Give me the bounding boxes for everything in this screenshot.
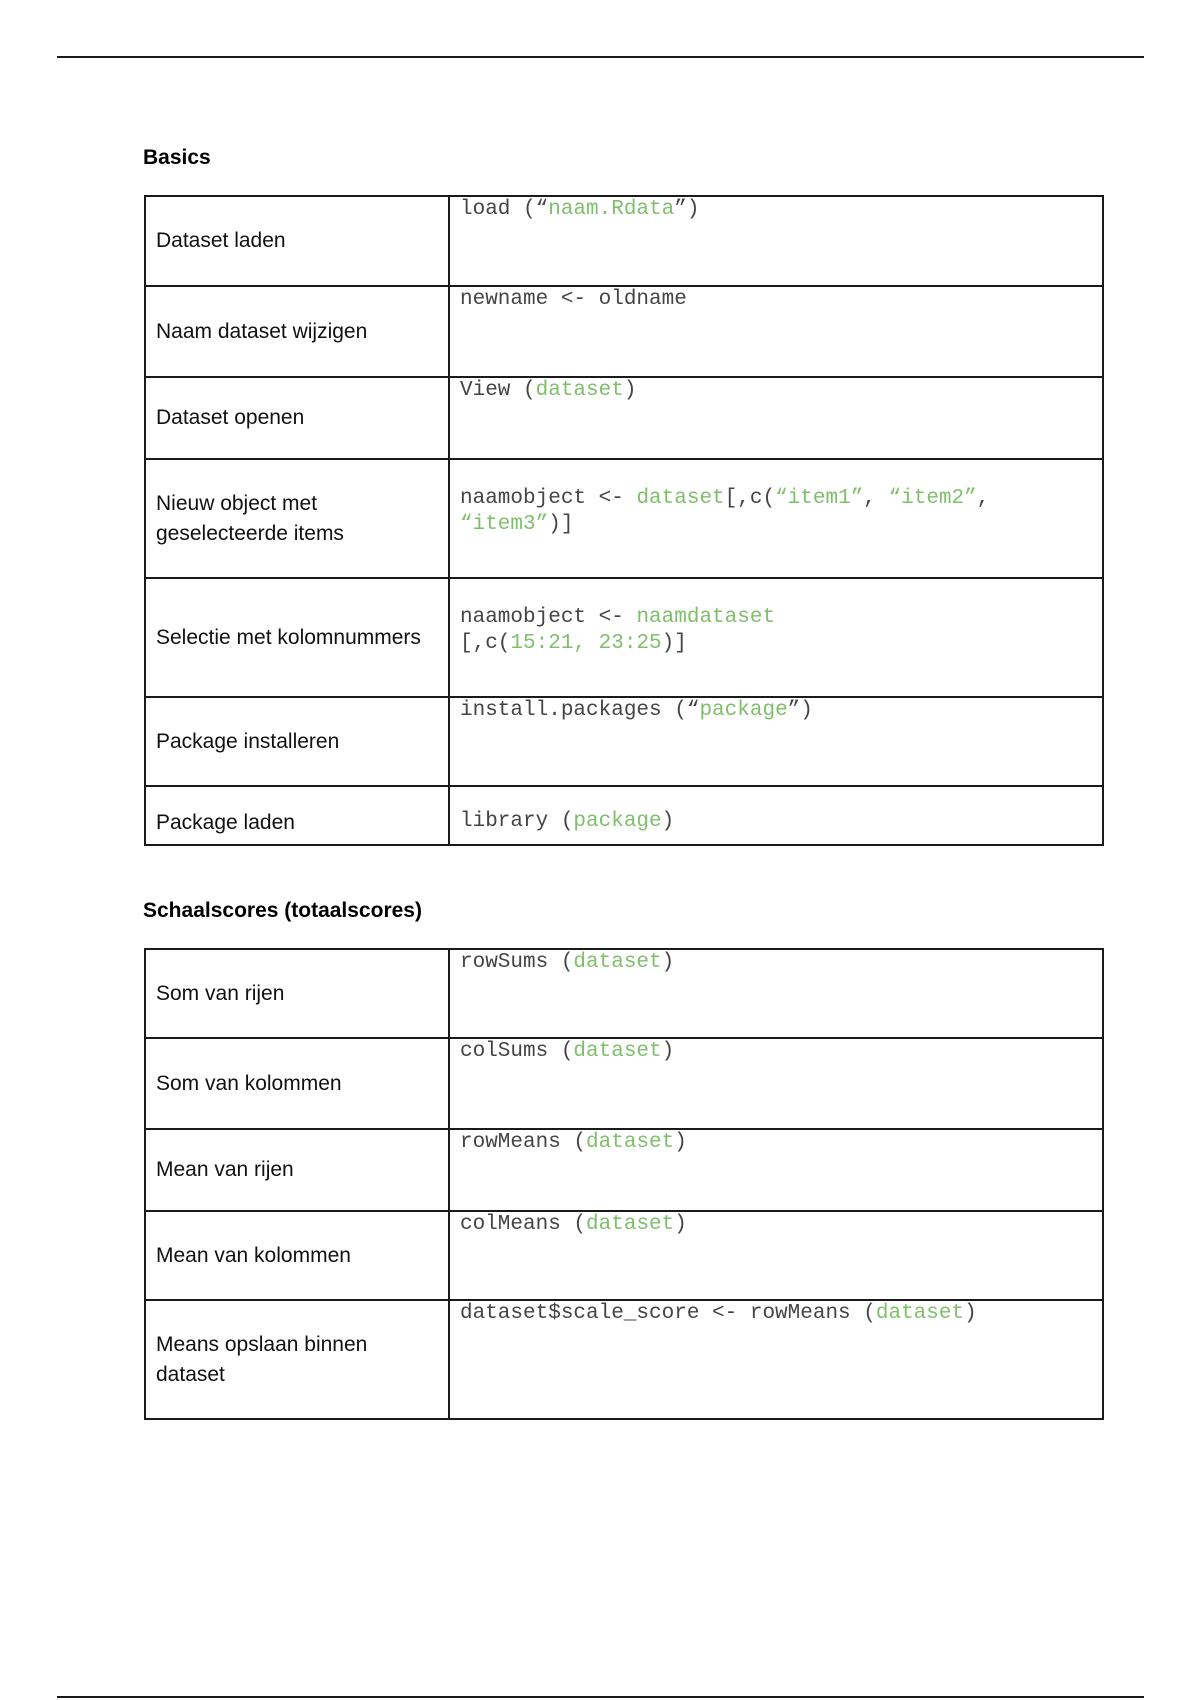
code-text: ) [661,951,675,974]
table-row [145,1300,1103,1419]
table-row [145,949,1103,1038]
code-argument: naamdataset [636,606,776,629]
row-label-text: Mean van kolommen [156,1243,351,1267]
table-row [145,1038,1103,1129]
code-text: ”) [787,699,813,722]
row-code [449,949,1103,1038]
code-text: ”) [674,198,700,221]
footer-rule [57,1696,1144,1698]
row-label-text: Som van kolommen [156,1071,342,1095]
code-argument: dataset [875,1302,965,1325]
code-text: , [863,487,889,510]
header-rule [57,56,1144,58]
row-label [145,1129,449,1211]
row-label-text: Dataset laden [156,229,286,252]
code-argument: package [573,810,662,833]
code-argument: package [699,699,788,722]
code-text: , [976,487,1002,510]
code-text: ) [661,810,675,833]
code-text: ) [623,379,637,402]
code-text: ) [674,1131,687,1154]
code-text: [,c( [724,487,776,510]
row-label-text: Package installeren [156,729,340,753]
row-label-text: Mean van rijen [156,1158,294,1181]
row-label-text: Som van rijen [156,981,285,1005]
table-row [145,1129,1103,1211]
row-label-text: Dataset openen [156,406,305,429]
table-row [145,1211,1103,1300]
code-text: [,c( [460,632,511,655]
code-text: ) [964,1302,977,1325]
code-argument: “item2” [888,487,977,510]
row-code [449,1211,1103,1300]
code-text: naamobject <- [460,606,637,629]
row-code [449,196,1103,286]
table-row [145,196,1103,286]
code-argument: “item1” [775,487,864,510]
row-code [449,786,1103,845]
code-text: colSums ( [460,1040,574,1063]
code-argument: “item3” [460,513,549,536]
table-row [145,377,1103,459]
code-argument: dataset [586,1131,675,1154]
row-label-text: Means opslaan binnen dataset [156,1332,368,1386]
code-text: colMeans ( [460,1213,587,1236]
table-row [145,786,1103,845]
row-label [145,578,449,697]
code-text: naamobject <- [460,487,637,510]
code-text: )] [661,632,687,655]
row-code [449,697,1103,786]
code-argument: dataset [636,487,725,510]
row-label-text: Naam dataset wijzigen [156,319,368,343]
table-row [145,286,1103,377]
row-label [145,786,449,845]
basics-table [144,195,1104,846]
section-title-schaalscores: Schaalscores (totaalscores) [143,899,422,922]
code-text: ) [661,1040,675,1063]
row-label-text: Nieuw object met geselecteerde items [156,491,344,545]
code-argument: dataset [586,1213,675,1236]
row-code [449,459,1103,578]
code-argument: 15:21, 23:25 [510,632,662,655]
section-title-basics: Basics [143,146,211,169]
row-label [145,1211,449,1300]
row-label [145,1038,449,1129]
code-text: library ( [460,810,574,833]
code-text: dataset$scale_score <- rowMeans ( [460,1302,876,1325]
code-argument: dataset [573,951,662,974]
table-row [145,578,1103,697]
row-code [449,377,1103,459]
code-text: rowSums ( [460,951,574,974]
code-text: ) [674,1213,687,1236]
row-label-text: Selectie met kolomnummers [156,625,421,649]
row-label [145,949,449,1038]
row-label [145,459,449,578]
schaalscores-table [144,948,1104,1420]
row-label [145,286,449,377]
code-argument: dataset [535,379,624,402]
code-argument: naam.Rdata [548,198,675,221]
code-text: newname <- oldname [460,288,687,311]
table-row [145,697,1103,786]
code-text: load (“ [460,198,549,221]
code-text: View ( [460,379,536,402]
row-code [449,1300,1103,1419]
code-text: install.packages (“ [460,699,700,722]
code-text: )] [548,513,574,536]
row-label [145,377,449,459]
row-code [449,1038,1103,1129]
row-label-text: Package laden [156,810,295,834]
code-text: rowMeans ( [460,1131,587,1154]
table-row [145,459,1103,578]
row-code [449,578,1103,697]
code-argument: dataset [573,1040,662,1063]
row-label [145,1300,449,1419]
row-label [145,697,449,786]
row-label [145,196,449,286]
row-code [449,1129,1103,1211]
row-code [449,286,1103,377]
